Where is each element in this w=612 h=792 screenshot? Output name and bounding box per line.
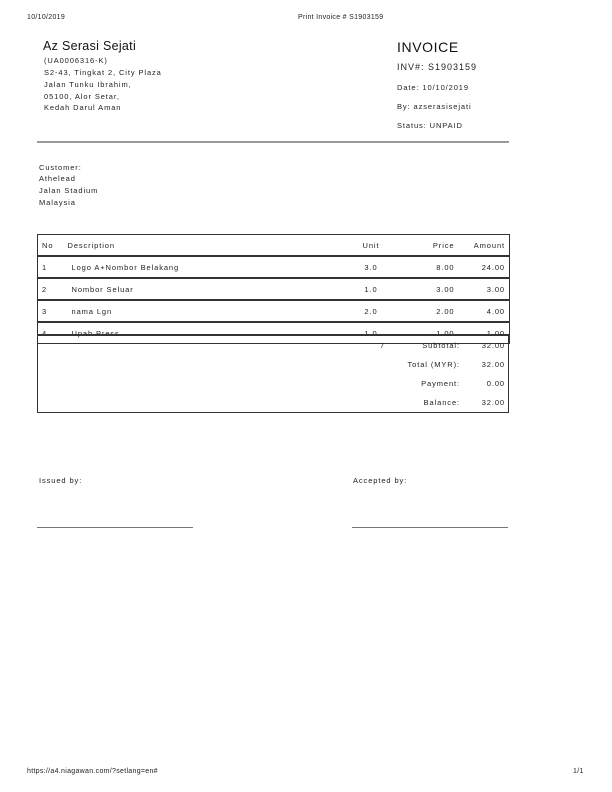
company-address-line: Jalan Tunku Ibrahim,	[44, 80, 132, 89]
row-unit: 1.0	[364, 328, 378, 338]
row-no: 3	[42, 306, 48, 316]
print-page-title: Print Invoice # S1903159	[298, 14, 384, 21]
totals-box	[37, 334, 509, 413]
balance-value: 32.00	[481, 398, 505, 407]
row-description: Upah Press	[71, 328, 120, 338]
row-unit: 1.0	[364, 284, 378, 294]
issued-by-signature-line	[37, 527, 193, 528]
issued-by-label: Issued by:	[39, 476, 83, 485]
row-amount: 24.00	[481, 262, 505, 272]
customer-line: Athelead	[39, 174, 76, 183]
invoice-status: Status: UNPAID	[397, 121, 463, 130]
row-amount: 4.00	[486, 306, 505, 316]
company-address-line: 05100, Alor Setar,	[44, 92, 120, 101]
header-unit: Unit	[362, 240, 380, 250]
print-page-count: 1/1	[573, 768, 584, 775]
row-description: Nombor Seluar	[71, 284, 134, 294]
customer-line: Jalan Stadium	[39, 186, 99, 195]
row-price: 1.00	[436, 328, 455, 338]
header-price: Price	[432, 240, 455, 250]
row-description: nama Lgn	[71, 306, 113, 316]
subtotal-label: Subtotal:	[422, 341, 460, 350]
items-table	[37, 234, 510, 344]
table-row	[38, 278, 510, 300]
invoice-date: Date: 10/10/2019	[397, 83, 469, 92]
balance-label: Balance:	[423, 398, 460, 407]
header-amount: Amount	[473, 240, 505, 250]
invoice-title: INVOICE	[397, 39, 459, 55]
row-amount: 3.00	[486, 284, 505, 294]
company-address-line: Kedah Darul Aman	[44, 103, 122, 112]
row-price: 2.00	[436, 306, 455, 316]
row-no: 1	[42, 262, 48, 272]
row-amount: 1.00	[486, 328, 505, 338]
table-row	[38, 300, 510, 322]
row-description: Logo A+Nombor Belakang	[71, 262, 180, 272]
header-divider	[37, 141, 509, 143]
payment-value: 0.00	[486, 379, 505, 388]
unit-total: 7	[380, 341, 386, 350]
subtotal-value: 32.00	[481, 341, 505, 350]
customer-line: Malaysia	[39, 198, 76, 207]
row-no: 2	[42, 284, 48, 294]
header-description: Description	[67, 240, 115, 250]
row-no: 4	[42, 328, 48, 338]
total-label: Total (MYR):	[407, 360, 460, 369]
table-header-row	[38, 235, 510, 257]
accepted-by-label: Accepted by:	[353, 476, 408, 485]
table-row	[38, 256, 510, 278]
company-reg-no: (UA0006316-K)	[44, 56, 108, 65]
print-url: https://a4.niagawan.com/?setlang=en#	[27, 768, 158, 775]
header-no: No	[42, 240, 54, 250]
row-unit: 2.0	[364, 306, 378, 316]
row-price: 3.00	[436, 284, 455, 294]
company-address-line: S2-43, Tingkat 2, City Plaza	[44, 68, 162, 77]
row-unit: 3.0	[364, 262, 378, 272]
payment-label: Payment:	[421, 379, 460, 388]
accepted-by-signature-line	[352, 527, 508, 528]
invoice-by: By: azserasisejati	[397, 102, 472, 111]
total-value: 32.00	[481, 360, 505, 369]
print-date: 10/10/2019	[27, 14, 66, 21]
invoice-number: INV#: S1903159	[397, 62, 478, 72]
row-price: 8.00	[436, 262, 455, 272]
customer-label: Customer:	[39, 163, 82, 172]
company-name: Az Serasi Sejati	[43, 39, 137, 53]
